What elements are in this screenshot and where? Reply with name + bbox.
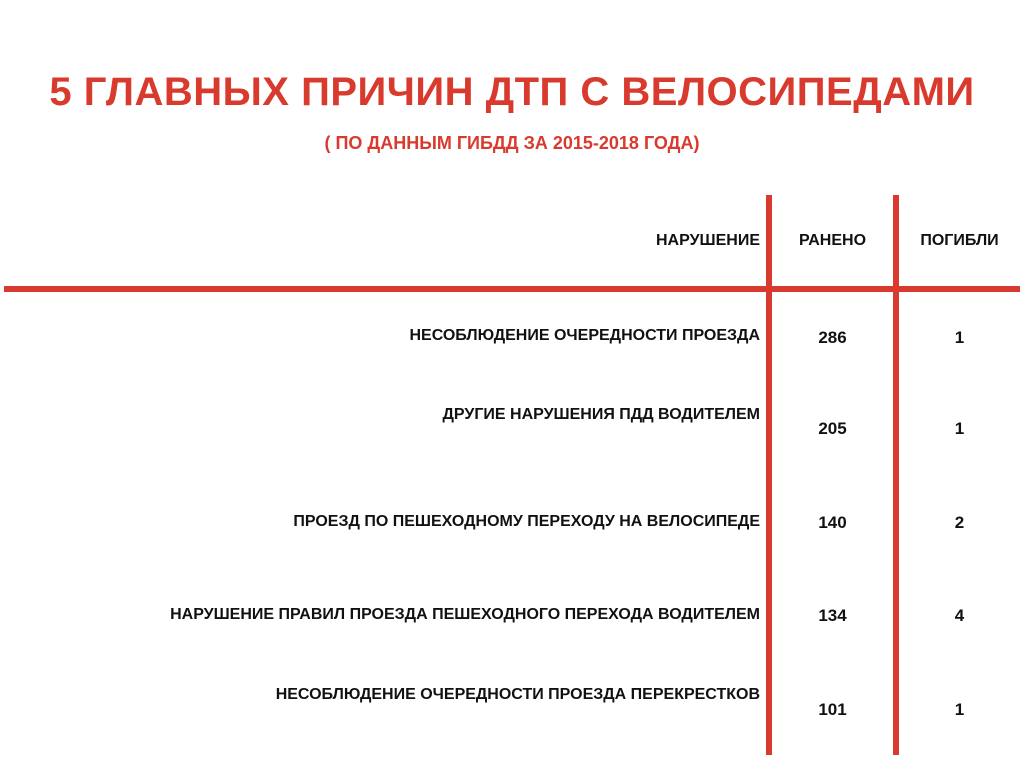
violation-cell: ДРУГИЕ НАРУШЕНИЯ ПДД ВОДИТЕЛЕМ <box>442 406 760 423</box>
injured-cell: 101 <box>818 700 847 719</box>
injured-cell: 134 <box>818 606 847 625</box>
injured-cell: 286 <box>818 328 847 347</box>
page-subtitle: ( ПО ДАННЫМ ГИБДД ЗА 2015-2018 ГОДА) <box>324 133 700 153</box>
injured-cell: 140 <box>818 513 847 532</box>
page-title: 5 ГЛАВНЫХ ПРИЧИН ДТП С ВЕЛОСИПЕДАМИ <box>49 70 975 114</box>
killed-cell: 4 <box>954 606 965 625</box>
column-header-injured: РАНЕНО <box>798 232 867 249</box>
column-divider-injured <box>766 195 772 755</box>
killed-cell: 1 <box>954 700 965 719</box>
violation-cell: НЕСОБЛЮДЕНИЕ ОЧЕРЕДНОСТИ ПРОЕЗДА ПЕРЕКРЕСТКОВ <box>275 686 760 703</box>
injured-cell: 205 <box>818 419 847 438</box>
killed-cell: 1 <box>954 419 965 438</box>
column-divider-killed <box>893 195 899 755</box>
violation-cell: НАРУШЕНИЕ ПРАВИЛ ПРОЕЗДА ПЕШЕХОДНОГО ПЕРЕХОДА ВОДИТЕЛЕМ <box>170 606 760 623</box>
killed-cell: 2 <box>954 513 965 532</box>
column-header-violation: НАРУШЕНИЕ <box>656 232 760 249</box>
header-divider <box>4 286 1020 292</box>
killed-cell: 1 <box>954 328 965 347</box>
violation-cell: НЕСОБЛЮДЕНИЕ ОЧЕРЕДНОСТИ ПРОЕЗДА <box>409 327 760 344</box>
violation-cell: ПРОЕЗД ПО ПЕШЕХОДНОМУ ПЕРЕХОДУ НА ВЕЛОСИПЕДЕ <box>293 513 760 530</box>
column-header-killed: ПОГИБЛИ <box>920 232 999 249</box>
